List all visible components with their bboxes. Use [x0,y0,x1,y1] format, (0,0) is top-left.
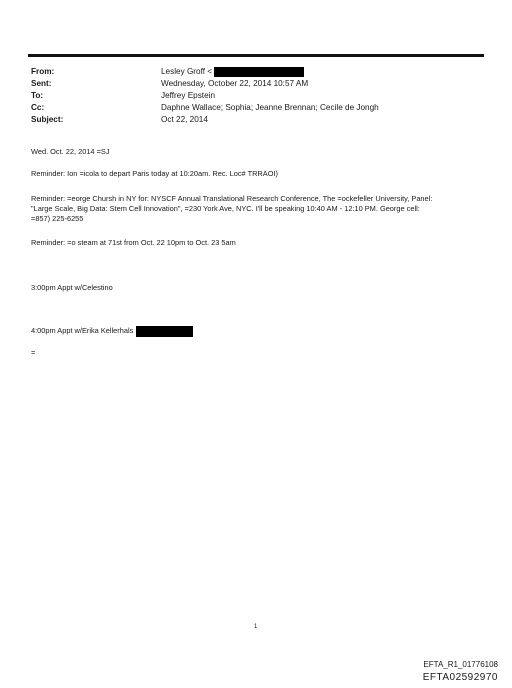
body-reminder-2a: Reminder: =eorge Chursh in NY for: NYSCF Annual Translational Research Conference, The =ockefeller University, Panel: [31,194,433,203]
cc-label: Cc: [31,103,45,112]
to-label: To: [31,91,44,100]
sent-label: Sent: [31,79,52,88]
body-appt-1: 3:00pm Appt w/Celestino [31,283,113,292]
header-rule [28,54,484,57]
from-label: From: [31,67,55,76]
footer-id-2: EFTA02592970 [422,672,498,683]
body-reminder-3: Reminder: =o steam at 71st from Oct. 22 10pm to Oct. 23 5am [31,238,236,247]
sent-value: Wednesday, October 22, 2014 10:57 AM [161,79,309,88]
body-reminder-2b: "Large Scale, Big Data: Stem Cell Innovation", =230 York Ave, NYC. I'll be speaking 10:40 AM - 12:10 PM. George cell: [31,204,420,213]
body-appt-2-text: 4:00pm Appt w/Erika Kellerhals [31,326,134,335]
subject-value: Oct 22, 2014 [161,115,208,124]
body-trailing-char: = [31,348,36,357]
from-field [161,67,304,77]
from-value: Lesley Groff < [161,67,213,76]
body-appt-2 [31,326,193,337]
to-value: Jeffrey Epstein [161,91,216,100]
footer-id-1: EFTA_R1_01776108 [423,660,498,669]
body-reminder-1: Reminder: Ion =icola to depart Paris today at 10:20am. Rec. Loc# TRRAOI) [31,169,278,178]
body-reminder-2c: =857) 225-6255 [31,214,84,223]
subject-label: Subject: [31,115,64,124]
body-date-line: Wed. Oct. 22, 2014 =SJ [31,147,110,156]
cc-value: Daphne Wallace; Sophia; Jeanne Brennan; Cecile de Jongh [161,103,379,112]
redaction-box [136,326,193,337]
page-number: 1 [254,624,258,630]
redaction-box [214,67,304,77]
